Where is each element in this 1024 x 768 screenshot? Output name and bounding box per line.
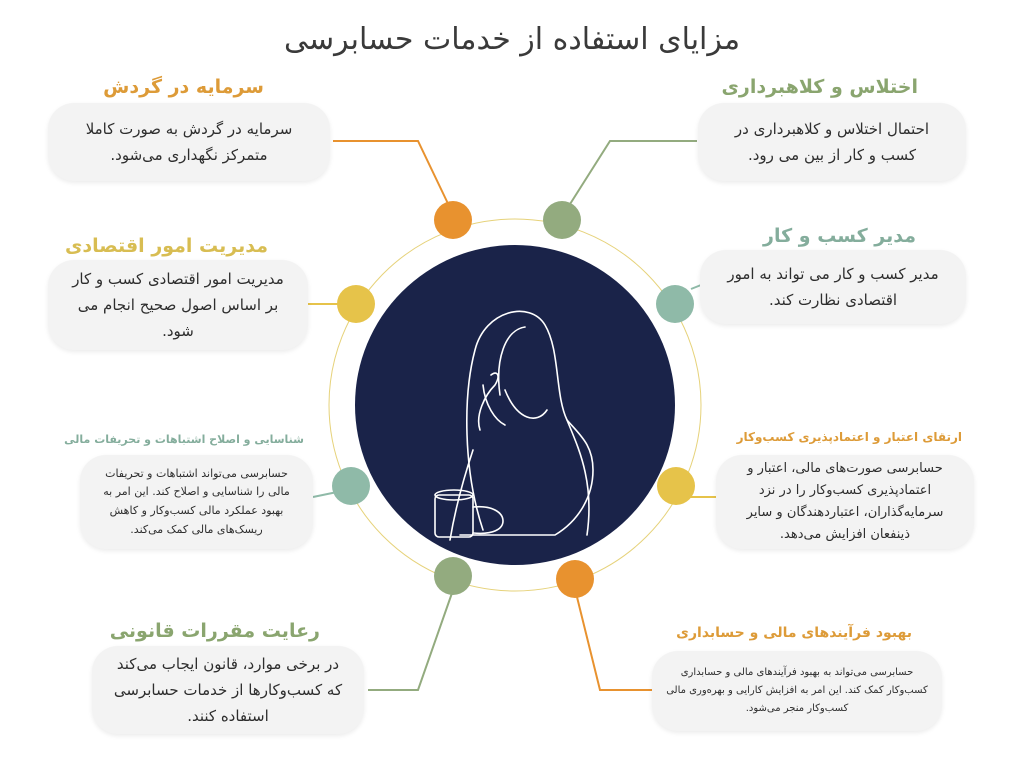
connector-process-improvement <box>576 593 652 690</box>
dot-fraud <box>543 201 581 239</box>
connector-legal-compliance <box>368 593 452 690</box>
text-credibility: حسابرسی صورت‌های مالی، اعتبار و اعتمادپذیری کسب‌وکار را در نزد سرمایه‌گذاران، اعتباردهندگان و سایر ذینفعان افزایش می‌دهد. <box>746 460 944 543</box>
text-economic-management: مدیریت امور اقتصادی کسب و کار بر اساس اصول صحیح انجام می شود. <box>72 269 284 341</box>
connector-fraud <box>565 141 697 212</box>
box-process-improvement <box>652 651 942 731</box>
connector-working-capital <box>333 141 452 212</box>
dot-process-improvement <box>556 560 594 598</box>
dot-legal-compliance <box>434 557 472 595</box>
box-legal-compliance <box>92 646 364 734</box>
heading-fraud: اختلاس و کلاهبرداری <box>721 76 918 98</box>
dot-working-capital <box>434 201 472 239</box>
page-title: مزایای استفاده از خدمات حسابرسی <box>283 22 741 57</box>
dot-business-manager <box>656 285 694 323</box>
text-legal-compliance: در برخی موارد، قانون ایجاب می‌کند که کسب‌وکارها از خدمات حسابرسی استفاده کنند. <box>113 654 343 726</box>
heading-working-capital: سرمایه در گردش <box>103 76 264 98</box>
dot-error-detection <box>332 467 370 505</box>
dot-credibility <box>657 467 695 505</box>
box-credibility <box>716 455 974 549</box>
heading-legal-compliance: رعایت مقررات قانونی <box>109 620 320 642</box>
dot-economic-management <box>337 285 375 323</box>
person-thinking-with-cup-icon <box>355 245 675 565</box>
text-fraud: احتمال اختلاس و کلاهبرداری در کسب و کار از بین می رود. <box>734 119 930 164</box>
box-working-capital <box>48 103 330 181</box>
text-error-detection: حسابرسی می‌تواند اشتباهات و تحریفات مالی را شناسایی و اصلاح کند. این امر به بهبود عملکرد مالی کسب‌وکار و کاهش ریسک‌های مالی کمک می‌کند. <box>103 466 290 536</box>
text-working-capital: سرمایه در گردش به صورت کاملا متمرکز نگهداری می‌شود. <box>85 119 293 164</box>
heading-process-improvement: بهبود فرآیندهای مالی و حسابداری <box>676 625 912 641</box>
box-fraud <box>698 103 966 181</box>
center-circle <box>355 245 675 565</box>
heading-business-manager: مدیر کسب و کار <box>763 225 916 247</box>
heading-credibility: ارتقای اعتبار و اعتمادپذیری کسب‌وکار <box>736 430 962 444</box>
box-error-detection <box>80 455 313 549</box>
text-process-improvement: حسابرسی می‌تواند به بهبود فرآیندهای مالی و حسابداری کسب‌وکار کمک کند. این امر به افزایش کارایی و بهره‌وری مالی کسب‌وکار منجر می‌شود. <box>666 667 928 714</box>
text-business-manager: مدیر کسب و کار می تواند به امور اقتصادی نظارت کند. <box>727 264 939 309</box>
box-economic-management <box>48 260 308 350</box>
box-business-manager <box>700 250 966 324</box>
heading-economic-management: مدیریت امور اقتصادی <box>64 235 268 257</box>
heading-error-detection: شناسایی و اصلاح اشتباهات و تحریفات مالی <box>64 433 304 446</box>
